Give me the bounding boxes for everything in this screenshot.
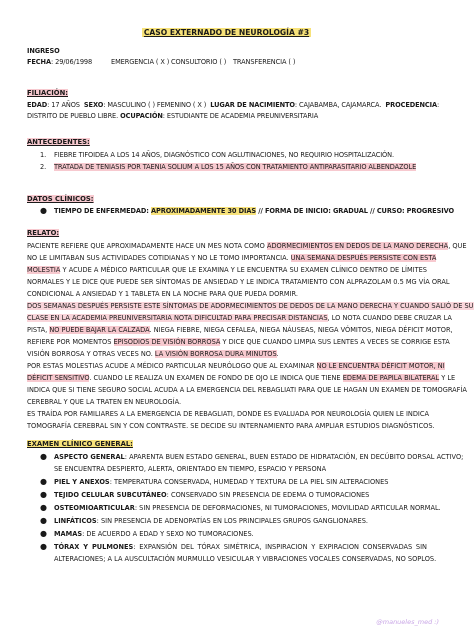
bullet-icon: ● [40, 503, 47, 512]
relato-line-10: VISIÓN BORROSA Y OTRAS VECES NO. LA VISIÓN BORROSA DURA MINUTOS. [27, 350, 279, 358]
examen-item-mamas: MAMAS: DE ACUERDO A EDAD Y SEXO NO TUMORACIONES. [54, 530, 254, 538]
datos-clinicos-heading: DATOS CLÍNICOS: [27, 195, 94, 203]
examen-heading: EXAMEN CLÍNICO GENERAL: [27, 440, 133, 448]
relato-line-5: CONDICIONAL A ANSIEDAD Y 1 TABLETA EN LA NOCHE PARA QUE PUEDA DORMIR. [27, 290, 298, 298]
fecha-row [27, 58, 92, 66]
bullet-icon: ● [40, 516, 47, 525]
relato-line-2: NO LE LIMITABAN SUS ACTIVIDADES COTIDIANAS Y NO LE TOMO IMPORTANCIA. UNA SEMANA DESPUÉS PERSISTE CON ESTA [27, 254, 437, 262]
antecedente-item-1: FIEBRE TIFOIDEA A LOS 14 AÑOS, DIAGNÓSTICO CON AGLUTINACIONES, NO REQUIRIO HOSPITALIZACIÓN. [54, 151, 394, 159]
fecha-value: : 29/06/1998 [50, 58, 93, 66]
relato-line-7: CLASE EN LA ACADEMIA PREUNIVERSITARIA NOTA DIFICULTAD PARA PRECISAR DISTANCIAS, LO NOTA CUANDO DEBE CRUZAR LA [27, 314, 452, 322]
consultorio-option: CONSULTORIO ( ) [171, 58, 227, 66]
bullet-icon: ● [40, 529, 47, 538]
relato-line-11: POR ESTAS MOLESTIAS ACUDE A MÉDICO PARTICULAR NEURÓLOGO QUE AL EXAMINAR NO LE ENCUENTRA DÉFICIT MOTOR, NI [27, 362, 445, 370]
examen-item-tejido: TEJIDO CELULAR SUBCUTÁNEO: CONSERVADO SIN PRESENCIA DE EDEMA O TUMORACIONES [54, 491, 370, 499]
transferencia-option: TRANSFERENCIA ( ) [233, 58, 296, 66]
author-watermark: @manueles_med :) [376, 618, 439, 626]
bullet-icon: ● [40, 477, 47, 486]
antecedente-number-1: 1. [40, 151, 47, 159]
bullet-icon: ● [40, 206, 47, 215]
relato-line-4: NORMALES Y LE DICE QUE PUEDE SER SÍNTOMAS DE ANSIEDAD Y LE INDICA TRATAMIENTO CON ALPRAZOLAM 0.5 MG VÍA ORAL [27, 278, 450, 286]
examen-item-aspecto: ASPECTO GENERAL: APARENTA BUEN ESTADO GENERAL, BUEN ESTADO DE HIDRATACIÓN, EN DECÚBITO DORSAL ACTIVO; [54, 453, 464, 461]
emergencia-option: EMERGENCIA ( X ) [111, 58, 170, 66]
examen-item-torax: TÓRAX Y PULMONES: EXPANSIÓN DEL TÓRAX SIMÉTRICA, INSPIRACION Y EXPIRACION CONSERVADAS SIN [54, 543, 427, 551]
antecedente-number-2: 2. [40, 163, 47, 171]
relato-line-8: PISTA, NO PUEDE BAJAR LA CALZADA. NIEGA FIEBRE, NIEGA CEFALEA, NIEGA NÁUSEAS, NIEGA VÓMITOS, NIEGA DÉFICIT MOTOR, [27, 326, 453, 334]
relato-line-3: MOLESTIA Y ACUDE A MÉDICO PARTICULAR QUE LE EXAMINA Y LE ENCUENTRA SU EXAMEN CLÍNICO DENTRO DE LÍMITES [27, 266, 427, 274]
relato-line-9: REFIERE POR MOMENTOS EPISODIOS DE VISIÓN BORROSA Y DICE QUE CUANDO LIMPIA SUS LENTES A VECES SE CORRIGE ESTA [27, 338, 450, 346]
bullet-icon: ● [40, 490, 47, 499]
document-title: CASO EXTERNADO DE NEUROLOGÍA #3 [143, 28, 310, 37]
examen-item-piel: PIEL Y ANEXOS: TEMPERATURA CONSERVADA, HUMEDAD Y TEXTURA DE LA PIEL SIN ALTERACIONES [54, 478, 389, 486]
bullet-icon: ● [40, 452, 47, 461]
filiacion-heading: FILIACIÓN: [27, 89, 68, 97]
examen-item-osteo: OSTEOMIOARTICULAR: SIN PRESENCIA DE DEFORMACIONES, NI TUMORACIONES, MOVILIDAD ARTICULAR NORMAL. [54, 504, 441, 512]
relato-line-12: DÉFICIT SENSITIVO. CUANDO LE REALIZA UN EXAMEN DE FONDO DE OJO LE INDICA QUE TIENE EDEMA DE PAPILA BILATERAL Y LE [27, 374, 456, 382]
bullet-icon: ● [40, 542, 47, 551]
antecedentes-heading: ANTECEDENTES: [27, 138, 90, 146]
relato-line-6: DOS SEMANAS DESPUÉS PERSISTE ESTE SÍNTOMAS DE ADORMECIMIENTOS DE DEDOS DE LA MANO DERECHA Y CUANDO SALIÓ DE SU [27, 302, 474, 310]
relato-line-16: TOMOGRAFÍA CEREBRAL SIN Y CON CONTRASTE. SE DECIDE SU INTERNAMIENTO PARA AMPLIAR ESTUDIOS DIAGNÓSTICOS. [27, 422, 435, 430]
filiacion-row-2: DISTRITO DE PUEBLO LIBRE. OCUPACIÓN: ESTUDIANTE DE ACADEMIA PREUNIVERSITARIA [27, 112, 319, 120]
relato-line-15: ES TRAÍDA POR FAMILIARES A LA EMERGENCIA DE REBAGLIATI, DONDE ES EVALUADA POR NEUROLOGÍA QUIEN LE INDICA [27, 410, 429, 418]
relato-line-14: CEREBRAL Y QUE LA TRATEN EN NEUROLOGÍA. [27, 398, 182, 406]
antecedente-item-2: TRATADA DE TENIASIS POR TAENIA SOLIUM A LOS 15 AÑOS CON TRATAMIENTO ANTIPARASITARIO ALBENDAZOLE [54, 163, 417, 171]
relato-line-1: PACIENTE REFIERE QUE APROXIMADAMENTE HACE UN MES NOTA COMO ADORMECIMIENTOS EN DEDOS DE LA MANO DERECHA, QUE [27, 242, 467, 250]
examen-item-linfaticos: LINFÁTICOS: SIN PRESENCIA DE ADENOPATÍAS EN LOS PRINCIPALES GRUPOS GANGLIONARES. [54, 517, 369, 525]
relato-line-13: INDICA QUE SI TIENE SEGURO SOCIAL ACUDA A LA EMERGENCIA DEL REBAGLIATI PARA QUE LE HAGAN UN EXAMEN DE TOMOGRAFÍA [27, 386, 467, 394]
ingreso-heading: INGRESO [27, 47, 60, 55]
examen-item-torax-cont: ALTERACIONES; A LA AUSCULTACIÓN MURMULLO VESICULAR Y VIBRACIONES VOCALES CONSERVADAS, NO SOPLOS. [54, 555, 437, 563]
examen-item-aspecto-cont: SE ENCUENTRA DESPIERTO, ALERTA, ORIENTADO EN TIEMPO, ESPACIO Y PERSONA [54, 465, 327, 473]
filiacion-row-1: EDAD: 17 AÑOS SEXO: MASCULINO ( ) FEMENINO ( X ) LUGAR DE NACIMIENTO: CAJABAMBA, CAJAMARCA. PROCEDENCIA: [27, 101, 440, 109]
tiempo-enfermedad-row: TIEMPO DE ENFERMEDAD: APROXIMADAMENTE 30 DIAS // FORMA DE INICIO: GRADUAL // CURSO: PROGRESIVO [54, 207, 454, 215]
fecha-label: FECHA [27, 58, 51, 66]
relato-heading: RELATO: [27, 229, 60, 237]
